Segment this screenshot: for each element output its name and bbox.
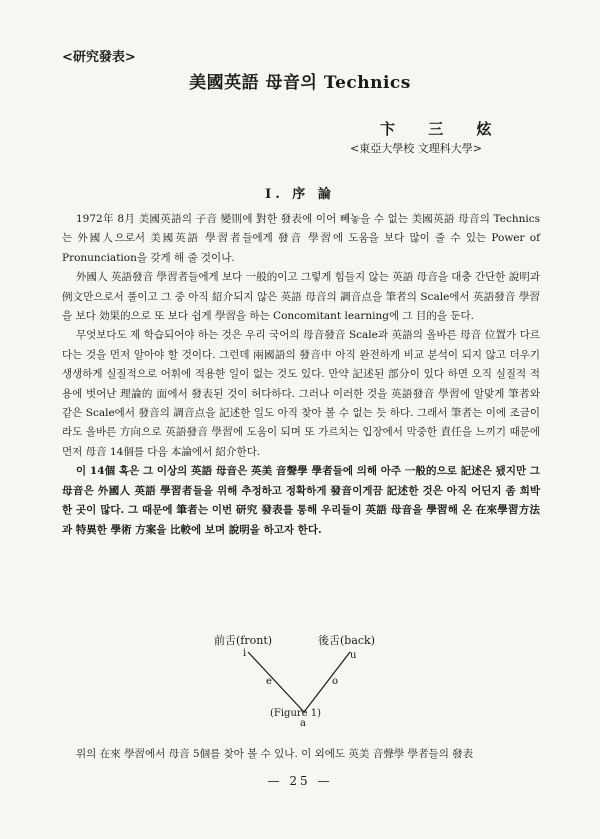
paragraph-1: 1972年 8月 美國英語의 子音 變則에 對한 發表에 이어 빼놓을 수 없는 美國英語 母音의 Technics는 外國人으로서 美國英語 學習者들에게 發音 學習에 도움을 보다 많이 줄 수 있는 Power of Pronunciation을 갖게 해 줄 것이나.: [62, 213, 540, 264]
body-text: [62, 210, 540, 540]
section-tag: <研究發表>: [62, 50, 136, 65]
figure-caption: (Figure 1): [270, 708, 322, 719]
vowel-e: e: [266, 676, 272, 687]
author-affiliation: <東亞大學校 文理科大學>: [350, 142, 482, 155]
paragraph-3: 무엇보다도 제 학습되어야 하는 것은 우리 국어의 母音發音 Scale과 英語의 올바른 母音 位置가 다르다는 것을 먼저 알아야 할 것이다. 그런데 兩國語의 發音中 아직 완전하게 비교 분석이 되지 않고 더우기 생생하게 실질적으로 어휘에 적용한 일이 없는 것도 있다. 만약 記述된 部分이 있다 하면 오직 실질적 적용에 벗어난 理論的 面에서 發表된 것이 허다하다. 그러나 이러한 것을 英語發音 學習에 알맞게 筆者와 같은 Scale에서 發音의 調音点을 記述한 일도 아직 찾아 볼 수 없는 듯 하다. 그래서 筆者는 이에 조금이라도 올바른 方向으로 英語發音 學習에 도움이 되며 또 가르치는 입장에서 막중한 責任을 느끼기 때문에 먼저 母音 14個를 다음 本論에서 紹介한다.: [62, 329, 540, 458]
vowel-u: u: [350, 650, 357, 661]
section-heading: I. 序 論: [265, 187, 335, 202]
back-label: 後舌(back): [318, 634, 376, 647]
vowel-o: o: [332, 676, 339, 687]
paper-title: 美國英語 母音의 Technics: [189, 73, 411, 93]
front-label: 前舌(front): [214, 634, 273, 647]
paragraph-4: 이 14個 혹은 그 이상의 英語 母音은 英美 音聲學 學者들에 의해 아주 一般的으로 記述은 됐지만 그 母音은 外國人 英語 學習者들을 위해 추정하고 정확하게 發音이게끔 記述한 것은 아직 어딘지 좀 희박한 곳이 많다. 그 때문에 筆者는 이번 研究 發表를 통해 우리들이 英語 母音을 學習해 온 在來學習方法과 特異한 學術 方案을 比較에 보며 說明을 하고자 한다.: [62, 465, 540, 536]
diagram-right-line: [304, 652, 350, 712]
diagram-left-line: [248, 652, 304, 712]
vowel-a: a: [300, 718, 306, 729]
last-line: 위의 在來 學習에서 母音 5個를 찾아 볼 수 있나. 이 외에도 英美 音聲學 學者들의 發表: [76, 748, 474, 760]
paragraph-2: 外國人 英語發音 學習者들에게 보다 一般的이고 그렇게 힘들지 않는 英語 母音을 대충 간단한 說明과 例文만으로서 풀이고 그 중 아직 紹介되지 않은 英語 母音의 調音点을 筆者의 Scale에서 英語發音 學習을 보다 効果的으로 또 보다 쉽게 學習을 하는 Concomitant learning에 그 目的을 둔다.: [62, 271, 540, 323]
vowel-i: i: [243, 648, 247, 659]
page-number: — 25 —: [267, 774, 333, 788]
author-name: 卞 三 炫: [380, 120, 506, 138]
